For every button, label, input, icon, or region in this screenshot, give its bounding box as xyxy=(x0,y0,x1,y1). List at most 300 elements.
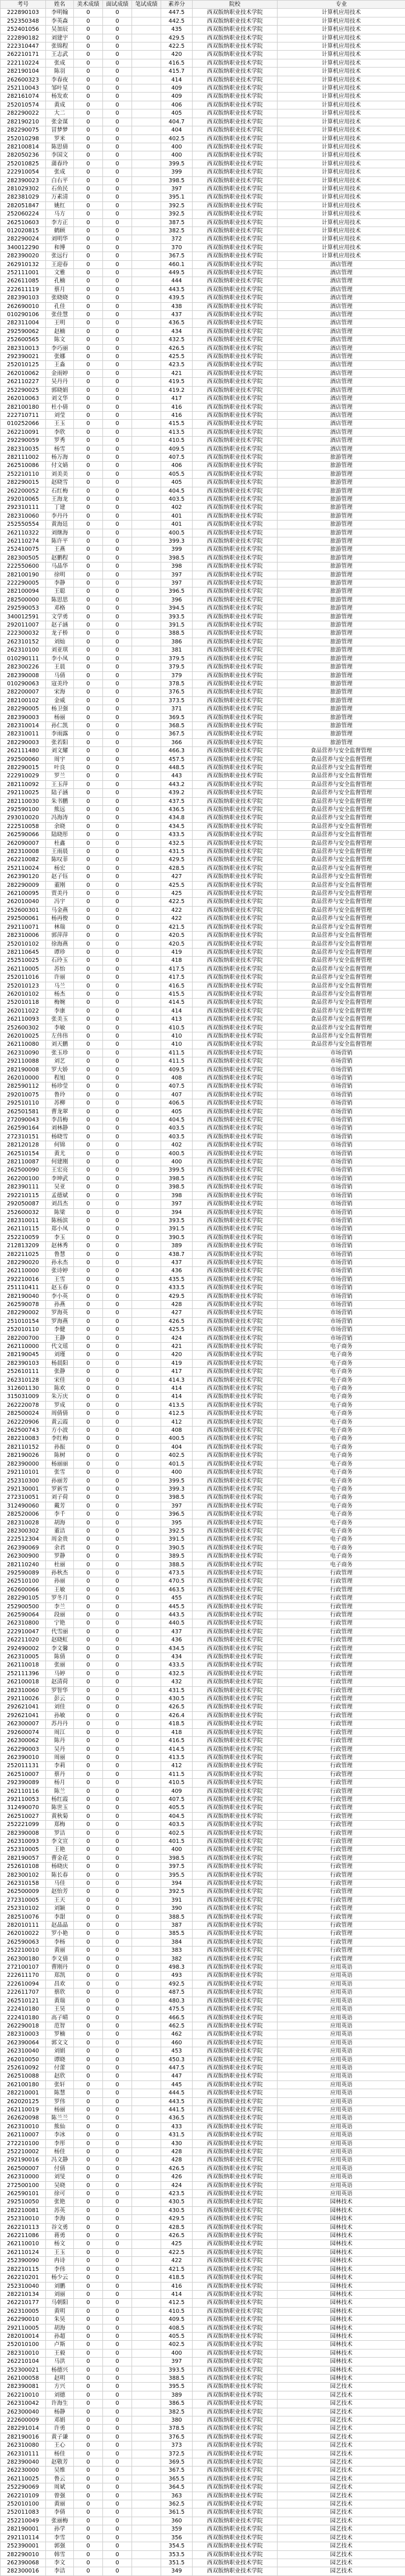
table-row xyxy=(1,2173,405,2181)
major-cell: 旅游管理 xyxy=(278,738,405,746)
quality-score-cell: 407 xyxy=(161,1091,193,1099)
written-score-cell xyxy=(132,1863,161,1871)
quality-score-cell: 391.5 xyxy=(161,1535,193,1544)
quality-score-cell: 404 xyxy=(161,126,193,135)
quality-score-cell: 436.5 xyxy=(161,319,193,327)
major-cell: 食品营养与安全监督管理 xyxy=(278,806,405,814)
exam-no-cell: 272210100 xyxy=(1,2139,46,2147)
quality-score-cell: 433.5 xyxy=(161,831,193,839)
school-cell: 西双版纳职业技术学院 xyxy=(193,797,278,805)
school-cell: 西双版纳职业技术学院 xyxy=(193,2475,278,2483)
school-cell: 西双版纳职业技术学院 xyxy=(193,227,278,235)
quality-score-cell: 430.5 xyxy=(161,2206,193,2214)
interview-score-cell: 0 xyxy=(103,2097,132,2106)
exam-no-cell: 262010040 xyxy=(1,898,46,906)
interview-score-cell: 0 xyxy=(103,1804,132,1812)
major-cell: 应用英语 xyxy=(278,2022,405,2030)
interview-score-cell: 0 xyxy=(103,999,132,1007)
school-cell: 西双版纳职业技术学院 xyxy=(193,890,278,898)
art-score-cell: 0 xyxy=(74,1485,103,1493)
written-score-cell xyxy=(132,2164,161,2172)
interview-score-cell: 0 xyxy=(103,763,132,772)
major-cell: 行政管理 xyxy=(278,1636,405,1644)
name-cell: 邓格 xyxy=(46,604,74,613)
exam-no-cell: 262510603 xyxy=(1,218,46,227)
major-cell: 行政管理 xyxy=(278,1686,405,1694)
art-score-cell: 0 xyxy=(74,906,103,914)
name-cell: 大二 xyxy=(46,109,74,118)
quality-score-cell: 349 xyxy=(161,2567,193,2575)
interview-score-cell: 0 xyxy=(103,848,132,856)
exam-no-cell: 252310010 xyxy=(1,2215,46,2223)
art-score-cell: 0 xyxy=(74,1938,103,1946)
quality-score-cell: 399.5 xyxy=(161,160,193,168)
table-row xyxy=(1,51,405,59)
name-cell: 张丽 xyxy=(46,1661,74,1669)
table-row xyxy=(1,2282,405,2290)
school-cell: 西双版纳职业技术学院 xyxy=(193,386,278,394)
table-row xyxy=(1,2483,405,2492)
interview-score-cell: 0 xyxy=(103,1770,132,1778)
table-row xyxy=(1,696,405,705)
table-row xyxy=(1,571,405,579)
written-score-cell xyxy=(132,76,161,84)
table-row xyxy=(1,2316,405,2324)
interview-score-cell: 0 xyxy=(103,2039,132,2047)
name-cell: 杨红霞 xyxy=(46,1795,74,1803)
interview-score-cell: 0 xyxy=(103,948,132,956)
major-cell: 旅游管理 xyxy=(278,688,405,696)
written-score-cell xyxy=(132,1300,161,1308)
written-score-cell xyxy=(132,2567,161,2575)
exam-no-cell: 315031009 xyxy=(1,1393,46,1401)
school-cell: 西双版纳职业技术学院 xyxy=(193,2433,278,2441)
art-score-cell: 0 xyxy=(74,2366,103,2374)
art-score-cell: 0 xyxy=(74,479,103,487)
quality-score-cell: 428 xyxy=(161,2148,193,2156)
interview-score-cell: 0 xyxy=(103,1469,132,1477)
name-cell: 王雨晨 xyxy=(46,848,74,856)
quality-score-cell: 405 xyxy=(161,1107,193,1116)
quality-score-cell: 393.5 xyxy=(161,1216,193,1225)
school-cell: 西双版纳职业技术学院 xyxy=(193,1099,278,1107)
quality-score-cell: 423.5 xyxy=(161,2190,193,2198)
written-score-cell xyxy=(132,1728,161,1736)
quality-score-cell: 385.5 xyxy=(161,1930,193,1938)
table-row xyxy=(1,1863,405,1871)
major-cell: 电子商务 xyxy=(278,1435,405,1443)
written-score-cell xyxy=(132,621,161,629)
major-cell: 园林技术 xyxy=(278,2232,405,2240)
exam-no-cell: 282200700 xyxy=(1,1334,46,1342)
exam-no-cell: 262210010 xyxy=(1,2391,46,2399)
school-cell: 西双版纳职业技术学院 xyxy=(193,185,278,193)
written-score-cell xyxy=(132,201,161,210)
school-cell: 西双版纳职业技术学院 xyxy=(193,873,278,881)
quality-score-cell: 420 xyxy=(161,51,193,59)
written-score-cell xyxy=(132,2089,161,2097)
exam-no-cell: 282500024 xyxy=(1,1410,46,1418)
name-cell: 罗智华 xyxy=(46,1686,74,1694)
art-score-cell: 0 xyxy=(74,1519,103,1527)
art-score-cell: 0 xyxy=(74,1099,103,1107)
name-cell: 李丹丹 xyxy=(46,512,74,520)
major-cell: 酒店管理 xyxy=(278,395,405,403)
art-score-cell: 0 xyxy=(74,2274,103,2282)
major-cell: 计算机应用技术 xyxy=(278,201,405,210)
major-cell: 应用英语 xyxy=(278,2097,405,2106)
quality-score-cell: 460 xyxy=(161,2039,193,2047)
table-row xyxy=(1,2232,405,2240)
school-cell: 西双版纳职业技术学院 xyxy=(193,1922,278,1930)
table-row xyxy=(1,1418,405,1426)
art-score-cell: 0 xyxy=(74,2559,103,2567)
exam-no-cell: 282161074 xyxy=(1,93,46,101)
written-score-cell xyxy=(132,1837,161,1845)
table-row xyxy=(1,1494,405,1502)
interview-score-cell: 0 xyxy=(103,1913,132,1921)
interview-score-cell: 0 xyxy=(103,831,132,839)
interview-score-cell: 0 xyxy=(103,2122,132,2131)
interview-score-cell: 0 xyxy=(103,2400,132,2408)
major-cell: 园艺技术 xyxy=(278,2400,405,2408)
major-cell: 电子商务 xyxy=(278,1544,405,1552)
quality-score-cell: 492.5 xyxy=(161,1980,193,1988)
written-score-cell xyxy=(132,1762,161,1770)
interview-score-cell: 0 xyxy=(103,84,132,93)
written-score-cell xyxy=(132,596,161,604)
quality-score-cell: 401.5 xyxy=(161,1837,193,1845)
art-score-cell: 0 xyxy=(74,151,103,160)
table-row xyxy=(1,1133,405,1141)
exam-no-cell: 282290005 xyxy=(1,705,46,713)
interview-score-cell: 0 xyxy=(103,2240,132,2248)
table-row xyxy=(1,252,405,260)
table-row xyxy=(1,2030,405,2039)
major-cell: 园林技术 xyxy=(278,2206,405,2214)
art-score-cell: 0 xyxy=(74,1947,103,1955)
table-row xyxy=(1,529,405,537)
name-cell: 刘颖 xyxy=(46,1905,74,1913)
name-cell: 李千 xyxy=(46,1510,74,1519)
art-score-cell: 0 xyxy=(74,1728,103,1736)
school-cell: 西双版纳职业技术学院 xyxy=(193,2559,278,2567)
major-cell: 园艺技术 xyxy=(278,2408,405,2416)
table-row xyxy=(1,1250,405,1258)
school-cell: 西双版纳职业技术学院 xyxy=(193,2265,278,2273)
interview-score-cell: 0 xyxy=(103,1678,132,1686)
written-score-cell xyxy=(132,1284,161,1292)
art-score-cell: 0 xyxy=(74,1561,103,1569)
quality-score-cell: 428 xyxy=(161,2156,193,2164)
major-cell: 园林技术 xyxy=(278,2257,405,2265)
art-score-cell: 0 xyxy=(74,2299,103,2307)
table-row xyxy=(1,1376,405,1384)
art-score-cell: 0 xyxy=(74,696,103,705)
name-cell: 周倩倩 xyxy=(46,1410,74,1418)
school-cell: 西双版纳职业技术学院 xyxy=(193,957,278,965)
exam-no-cell: 262310042 xyxy=(1,2400,46,2408)
exam-no-cell: 262510007 xyxy=(1,1770,46,1778)
quality-score-cell: 418 xyxy=(161,957,193,965)
interview-score-cell: 0 xyxy=(103,1644,132,1653)
written-score-cell xyxy=(132,1351,161,1359)
name-cell: 韩雪 xyxy=(46,2550,74,2559)
table-row xyxy=(1,906,405,914)
table-row xyxy=(1,1871,405,1879)
table-row xyxy=(1,2341,405,2349)
quality-score-cell: 437.5 xyxy=(161,797,193,805)
name-cell: 孙丽芳 xyxy=(46,1477,74,1485)
school-cell: 西双版纳职业技术学院 xyxy=(193,243,278,252)
interview-score-cell: 0 xyxy=(103,1535,132,1544)
major-cell: 市场营销 xyxy=(278,1183,405,1191)
name-cell: 李敏 xyxy=(46,1024,74,1032)
table-row xyxy=(1,2190,405,2198)
quality-score-cell: 422 xyxy=(161,906,193,914)
name-cell: 宋佳 xyxy=(46,1376,74,1384)
major-cell: 应用英语 xyxy=(278,1963,405,1972)
name-cell: 罗洁 xyxy=(46,1829,74,1837)
school-cell: 西双版纳职业技术学院 xyxy=(193,1460,278,1468)
school-cell: 西双版纳职业技术学院 xyxy=(193,2508,278,2517)
written-score-cell xyxy=(132,445,161,453)
exam-no-cell: 252010100 xyxy=(1,2500,46,2508)
exam-no-cell: 252110043 xyxy=(1,84,46,93)
written-score-cell xyxy=(132,84,161,93)
table-row xyxy=(1,201,405,210)
major-cell: 食品营养与安全监督管理 xyxy=(278,881,405,889)
table-row xyxy=(1,1661,405,1669)
exam-no-cell: 282520006 xyxy=(1,1510,46,1519)
major-cell: 旅游管理 xyxy=(278,521,405,529)
quality-score-cell: 407.5 xyxy=(161,1795,193,1803)
written-score-cell xyxy=(132,629,161,638)
table-row xyxy=(1,1510,405,1519)
quality-score-cell: 432.5 xyxy=(161,1669,193,1678)
name-cell: 赵怡芳 xyxy=(46,1888,74,1896)
written-score-cell xyxy=(132,2517,161,2525)
table-row xyxy=(1,806,405,814)
exam-no-cell: 262590101 xyxy=(1,2190,46,2198)
art-score-cell: 0 xyxy=(74,1368,103,1376)
quality-score-cell: 397 xyxy=(161,1200,193,1208)
school-cell: 西双版纳职业技术学院 xyxy=(193,2198,278,2206)
written-score-cell xyxy=(132,1770,161,1778)
major-cell: 市场营销 xyxy=(278,1174,405,1183)
table-row xyxy=(1,327,405,335)
table-row xyxy=(1,2106,405,2114)
major-cell: 园艺技术 xyxy=(278,2467,405,2475)
major-cell: 食品营养与安全监督管理 xyxy=(278,999,405,1007)
major-cell: 旅游管理 xyxy=(278,462,405,470)
interview-score-cell: 0 xyxy=(103,269,132,277)
major-cell: 应用英语 xyxy=(278,2005,405,2014)
interview-score-cell: 0 xyxy=(103,1418,132,1426)
name-cell: 周宇 xyxy=(46,755,74,763)
major-cell: 酒店管理 xyxy=(278,420,405,428)
interview-score-cell: 0 xyxy=(103,1905,132,1913)
quality-score-cell: 387 xyxy=(161,1922,193,1930)
exam-no-cell: 251110411 xyxy=(1,1284,46,1292)
art-score-cell: 0 xyxy=(74,2550,103,2559)
interview-score-cell: 0 xyxy=(103,319,132,327)
table-row xyxy=(1,1527,405,1535)
quality-score-cell: 428.5 xyxy=(161,2223,193,2231)
table-row xyxy=(1,1888,405,1896)
art-score-cell: 0 xyxy=(74,1922,103,1930)
school-cell: 西双版纳职业技术学院 xyxy=(193,898,278,906)
art-score-cell: 0 xyxy=(74,588,103,596)
table-row xyxy=(1,1200,405,1208)
school-cell: 西双版纳职业技术学院 xyxy=(193,1619,278,1627)
art-score-cell: 0 xyxy=(74,235,103,243)
written-score-cell xyxy=(132,344,161,352)
written-score-cell xyxy=(132,2232,161,2240)
name-cell: 郑小凤 xyxy=(46,1225,74,1233)
written-score-cell xyxy=(132,2441,161,2450)
interview-score-cell: 0 xyxy=(103,2014,132,2022)
name-cell: 陈丹 xyxy=(46,1737,74,1745)
school-cell: 西双版纳职业技术学院 xyxy=(193,1191,278,1199)
name-cell: 刘建宇 xyxy=(46,34,74,42)
quality-score-cell: 397.5 xyxy=(161,1863,193,1871)
table-row xyxy=(1,948,405,956)
school-cell: 西双版纳职业技术学院 xyxy=(193,2299,278,2307)
written-score-cell xyxy=(132,1502,161,1510)
quality-score-cell: 400.5 xyxy=(161,529,193,537)
exam-no-cell: 292110005 xyxy=(1,2324,46,2332)
interview-score-cell: 0 xyxy=(103,2559,132,2567)
name-cell: 张诗婷 xyxy=(46,1267,74,1275)
art-score-cell: 0 xyxy=(74,1401,103,1409)
school-cell: 西双版纳职业技术学院 xyxy=(193,151,278,160)
art-score-cell: 0 xyxy=(74,2080,103,2089)
exam-no-cell: 262090007 xyxy=(1,839,46,847)
exam-no-cell: 252010574 xyxy=(1,101,46,109)
written-score-cell xyxy=(132,403,161,411)
interview-score-cell: 0 xyxy=(103,965,132,973)
name-cell: 周斌 xyxy=(46,2483,74,2492)
name-cell: 石鱼民 xyxy=(46,185,74,193)
art-score-cell: 0 xyxy=(74,101,103,109)
interview-score-cell: 0 xyxy=(103,1032,132,1040)
written-score-cell xyxy=(132,43,161,51)
name-cell: 赵晶晶 xyxy=(46,1922,74,1930)
exam-no-cell: 282390008 xyxy=(1,671,46,680)
interview-score-cell: 0 xyxy=(103,772,132,780)
written-score-cell xyxy=(132,1938,161,1946)
table-row xyxy=(1,1804,405,1812)
exam-no-cell: 282291014 xyxy=(1,2425,46,2433)
exam-no-cell: 252600301 xyxy=(1,906,46,914)
written-score-cell xyxy=(132,562,161,571)
school-cell: 西双版纳职业技术学院 xyxy=(193,1779,278,1787)
written-score-cell xyxy=(132,1099,161,1107)
written-score-cell xyxy=(132,1124,161,1133)
table-row xyxy=(1,210,405,218)
interview-score-cell: 0 xyxy=(103,1812,132,1820)
school-cell: 西双版纳职业技术学院 xyxy=(193,680,278,688)
art-score-cell: 0 xyxy=(74,26,103,34)
school-cell: 西双版纳职业技术学院 xyxy=(193,470,278,478)
table-row xyxy=(1,1233,405,1241)
exam-no-cell: 292130001 xyxy=(1,1485,46,1493)
major-cell: 行政管理 xyxy=(278,1812,405,1820)
name-cell: 范智 xyxy=(46,2022,74,2030)
table-row xyxy=(1,2240,405,2248)
quality-score-cell: 397 xyxy=(161,571,193,579)
written-score-cell xyxy=(132,680,161,688)
school-cell: 西双版纳职业技术学院 xyxy=(193,2467,278,2475)
quality-score-cell: 429.5 xyxy=(161,2215,193,2223)
table-row xyxy=(1,1980,405,1988)
exam-no-cell: 262010062 xyxy=(1,369,46,377)
written-score-cell xyxy=(132,1208,161,1216)
exam-no-cell: 292010065 xyxy=(1,495,46,503)
table-row xyxy=(1,143,405,151)
major-cell: 电子商务 xyxy=(278,1443,405,1451)
art-score-cell: 0 xyxy=(74,2005,103,2014)
name-cell: 赵玉春 xyxy=(46,1284,74,1292)
name-cell: 程旭 xyxy=(46,1074,74,1082)
exam-no-cell: 292210115 xyxy=(1,1191,46,1199)
school-cell: 西双版纳职业技术学院 xyxy=(193,621,278,629)
school-cell: 西双版纳职业技术学院 xyxy=(193,1880,278,1888)
name-cell: 陈世玉 xyxy=(46,1804,74,1812)
school-cell: 西双版纳职业技术学院 xyxy=(193,2408,278,2416)
interview-score-cell: 0 xyxy=(103,2223,132,2231)
name-cell: 宁艳 xyxy=(46,1619,74,1627)
major-cell: 酒店管理 xyxy=(278,378,405,386)
school-cell: 西双版纳职业技术学院 xyxy=(193,2274,278,2282)
table-row xyxy=(1,176,405,185)
written-score-cell xyxy=(132,1980,161,1988)
quality-score-cell: 392.5 xyxy=(161,1888,193,1896)
table-row xyxy=(1,2383,405,2391)
written-score-cell xyxy=(132,923,161,931)
art-score-cell: 0 xyxy=(74,1880,103,1888)
art-score-cell: 0 xyxy=(74,839,103,847)
art-score-cell: 0 xyxy=(74,688,103,696)
table-row xyxy=(1,814,405,822)
interview-score-cell: 0 xyxy=(103,1997,132,2005)
school-cell: 西双版纳职业技术学院 xyxy=(193,1972,278,1980)
table-row xyxy=(1,1988,405,1997)
exam-no-cell: 282390008 xyxy=(1,1829,46,1837)
name-cell: 孔佳 xyxy=(46,302,74,310)
table-row xyxy=(1,2122,405,2131)
major-cell: 计算机应用技术 xyxy=(278,160,405,168)
interview-score-cell: 0 xyxy=(103,403,132,411)
art-score-cell: 0 xyxy=(74,1452,103,1460)
quality-score-cell: 402 xyxy=(161,504,193,512)
major-cell: 旅游管理 xyxy=(278,721,405,730)
interview-score-cell: 0 xyxy=(103,1963,132,1972)
school-cell: 西双版纳职业技术学院 xyxy=(193,1174,278,1183)
quality-score-cell: 389.5 xyxy=(161,1552,193,1561)
art-score-cell: 0 xyxy=(74,856,103,864)
written-score-cell xyxy=(132,613,161,621)
quality-score-cell: 405.5 xyxy=(161,470,193,478)
table-row xyxy=(1,1770,405,1778)
art-score-cell: 0 xyxy=(74,1745,103,1753)
interview-score-cell: 0 xyxy=(103,2332,132,2340)
school-cell: 西双版纳职业技术学院 xyxy=(193,856,278,864)
major-cell: 应用英语 xyxy=(278,1972,405,1980)
interview-score-cell: 0 xyxy=(103,2450,132,2458)
table-row xyxy=(1,260,405,268)
